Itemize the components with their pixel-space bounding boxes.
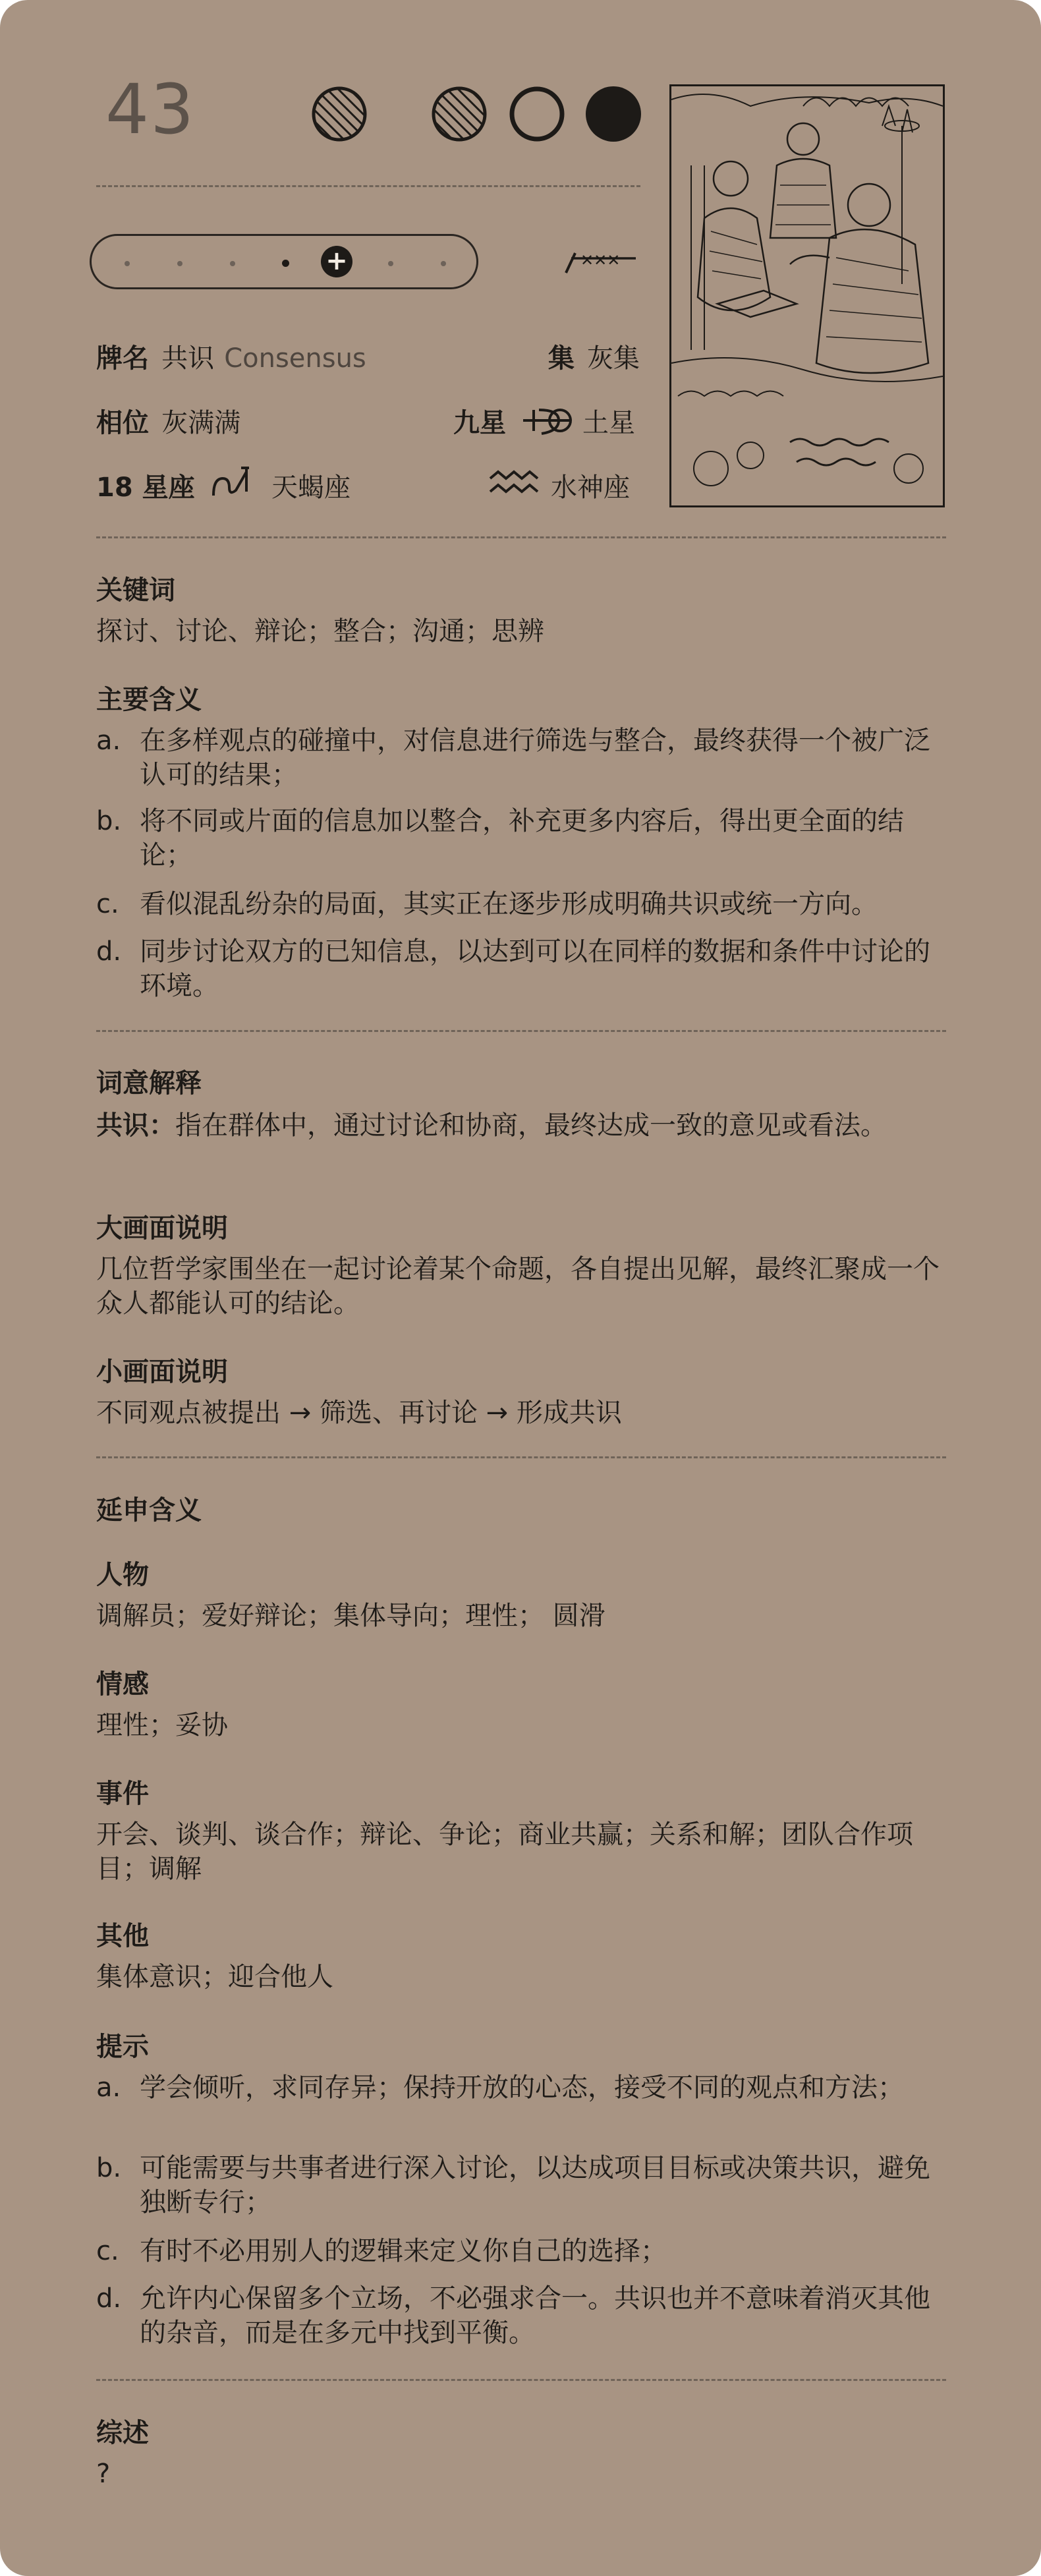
keywords-text: 探讨、讨论、辩论；整合；沟通；思辨 xyxy=(96,616,544,646)
position-slider xyxy=(90,234,478,289)
divider xyxy=(96,185,640,187)
sword-line-icon xyxy=(563,244,639,277)
word-definition: 指在群体中，通过讨论和协商，最终达成一致的意见或看法。 xyxy=(175,1110,887,1141)
phase-circle-hatched-icon xyxy=(310,84,369,144)
phase-row xyxy=(96,402,240,440)
event-heading: 事件 xyxy=(96,1779,149,1809)
list-marker: b. xyxy=(96,2153,122,2183)
list-marker: a. xyxy=(96,2073,121,2103)
small-picture-text: 不同观点被提出 → 筛选、再讨论 → 形成共识 xyxy=(96,1398,622,1428)
emotion-text: 理性；妥协 xyxy=(96,1710,228,1740)
other-text: 集体意识；迎合他人 xyxy=(96,1962,333,1992)
extended-heading: 延申含义 xyxy=(96,1495,202,1526)
zodiac-value: 天蝎座 xyxy=(271,472,351,503)
nine-star-row xyxy=(453,402,506,440)
list-item-text: 学会倾听，求同存异；保持开放的心态，接受不同的观点和方法； xyxy=(140,2073,904,2103)
list-item-text: 将不同或片面的信息加以整合，补充更多内容后，得出更全面的结论； xyxy=(140,806,904,871)
big-picture-heading: 大画面说明 xyxy=(96,1213,228,1244)
card-number: 43 xyxy=(105,69,196,150)
big-picture-text: 几位哲学家围坐在一起讨论着某个命题，各自提出见解，最终汇聚成一个众人都能认可的结论。 xyxy=(96,1254,940,1319)
card-illustration xyxy=(669,84,945,507)
main-meaning-heading: 主要含义 xyxy=(96,685,202,715)
list-marker: d. xyxy=(96,2283,122,2314)
people-text: 调解员；爱好辩论；集体导向；理性； 圆滑 xyxy=(96,1601,605,1631)
list-item-text: 允许内心保留多个立场，不必强求合一。共识也并不意味着消灭其他的杂音，而是在多元中找到平衡。 xyxy=(140,2283,930,2348)
philosophers-illustration xyxy=(671,86,943,505)
divider xyxy=(96,1030,946,1032)
aquarius-waves-icon xyxy=(488,467,540,500)
divider xyxy=(96,1456,946,1458)
list-item-text: 看似混乱纷杂的局面，其实正在逐步形成明确共识或统一方向。 xyxy=(140,889,878,919)
word-term: 共识： xyxy=(96,1110,175,1141)
tips-heading: 提示 xyxy=(96,2032,149,2062)
keywords-heading: 关键词 xyxy=(96,575,175,606)
list-item-text: 可能需要与共事者进行深入讨论，以达成项目目标或决策共识，避免独断专行； xyxy=(140,2153,930,2218)
list-item-text: 有时不必用别人的逻辑来定义你自己的选择； xyxy=(140,2236,667,2266)
divider xyxy=(96,2379,946,2381)
summary-text: ? xyxy=(96,2459,111,2489)
list-marker: c. xyxy=(96,889,119,919)
phase-circle-hatched-icon xyxy=(430,84,489,144)
emotion-heading: 情感 xyxy=(96,1669,149,1700)
plus-icon: + xyxy=(321,246,352,277)
phase-label: 相位 xyxy=(96,408,149,438)
sign-value: 水神座 xyxy=(551,472,630,503)
word-meaning-heading: 词意解释 xyxy=(96,1068,202,1099)
set-row xyxy=(548,337,640,375)
small-picture-heading: 小画面说明 xyxy=(96,1357,228,1387)
list-item-text: 在多样观点的碰撞中，对信息进行筛选与整合，最终获得一个被广泛认可的结果； xyxy=(140,726,930,790)
card-name-zh: 共识 xyxy=(161,343,215,374)
phase-circle-filled-icon xyxy=(584,84,643,144)
saturn-glyph-icon xyxy=(519,401,575,440)
list-marker: a. xyxy=(96,726,121,756)
phase-circle-empty-icon xyxy=(507,84,567,144)
slider-dot xyxy=(282,260,289,267)
list-item-text: 同步讨论双方的已知信息，以达到可以在同样的数据和条件中讨论的环境。 xyxy=(140,936,930,1001)
zodiac-row xyxy=(96,467,195,504)
slider-dot xyxy=(177,261,183,266)
set-value: 灰集 xyxy=(587,343,640,374)
list-marker: c. xyxy=(96,2236,119,2266)
nine-star-label: 九星 xyxy=(453,408,506,438)
list-marker: d. xyxy=(96,936,122,967)
list-marker: b. xyxy=(96,806,122,836)
word-meaning-text xyxy=(96,1108,920,1143)
nine-star-value: 土星 xyxy=(582,408,635,438)
zodiac-label: 18 星座 xyxy=(96,472,195,503)
summary-heading: 综述 xyxy=(96,2418,149,2448)
slider-dot xyxy=(441,261,446,266)
slider-dot xyxy=(388,261,393,266)
divider xyxy=(96,536,946,538)
slider-dot xyxy=(230,261,235,266)
svg-text:✕✕✕: ✕✕✕ xyxy=(580,251,621,270)
people-heading: 人物 xyxy=(96,1560,149,1590)
card-name-row xyxy=(96,337,366,375)
set-label: 集 xyxy=(548,343,575,374)
card-name-label: 牌名 xyxy=(96,343,149,374)
event-text: 开会、谈判、谈合作；辩论、争论；商业共赢；关系和解；团队合作项目；调解 xyxy=(96,1819,913,1884)
other-heading: 其他 xyxy=(96,1921,149,1951)
card-name-en: Consensus xyxy=(224,343,366,374)
phase-value: 灰满满 xyxy=(161,408,241,438)
slider-dot xyxy=(125,261,130,266)
scorpio-glyph-icon xyxy=(210,459,261,501)
